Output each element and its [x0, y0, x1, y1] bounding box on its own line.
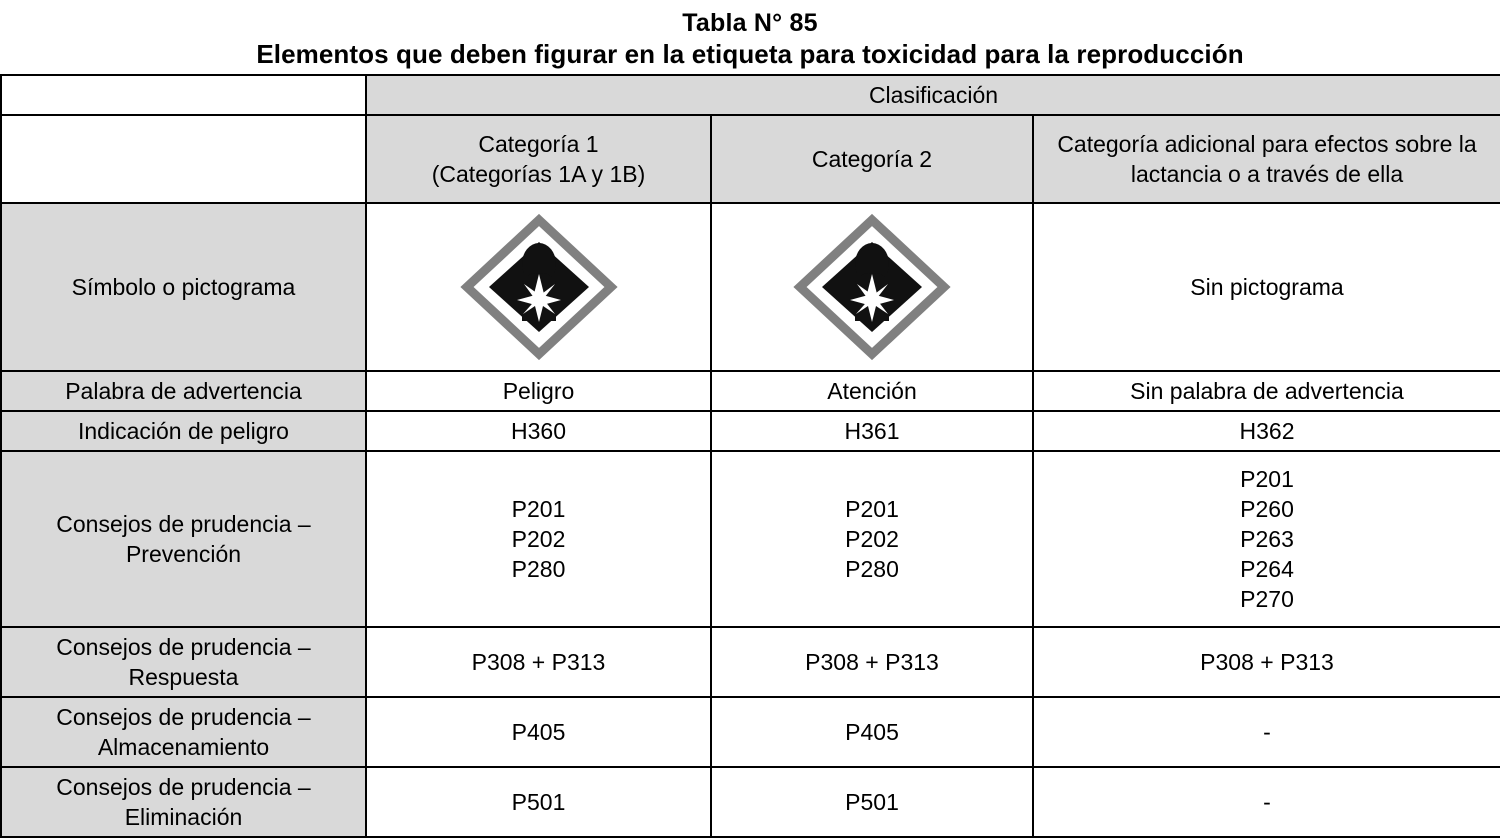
- label-elements-table: [0, 74, 1500, 838]
- cell-prevencion-cat1: [366, 451, 711, 627]
- row-header-prevencion-line2: Prevención: [125, 541, 242, 567]
- cell-prevencion-adicional: [1033, 451, 1500, 627]
- row-header-respuesta-line1: Consejos de prudencia –: [56, 634, 311, 660]
- ghs-health-hazard-icon: [718, 212, 1026, 362]
- row-header-eliminacion-line2: Eliminación: [124, 804, 243, 830]
- list-item: P264: [1240, 556, 1294, 582]
- table-header-row-columns: [1, 115, 1500, 203]
- list-item: P263: [1240, 526, 1294, 552]
- corner-blank-cell-2: [1, 115, 366, 203]
- list-item: P202: [845, 526, 899, 552]
- list-item: P201: [845, 496, 899, 522]
- ghs-health-hazard-icon: [373, 212, 704, 362]
- table-title-text: Elementos que deben figurar en la etiqueta para toxicidad para la reproducción: [256, 39, 1244, 69]
- table-row: [1, 451, 1500, 627]
- cell-pictogram-cat2: [711, 203, 1033, 371]
- cell-palabra-cat2: Atención: [711, 371, 1033, 411]
- row-header-almacenamiento: [1, 697, 366, 767]
- cell-indicacion-cat2: H361: [711, 411, 1033, 451]
- column-header-categoria-adicional: Categoría adicional para efectos sobre la lactancia o a través de ella: [1033, 115, 1500, 203]
- row-header-palabra-de-advertencia: Palabra de advertencia: [1, 371, 366, 411]
- column-header-categoria-1-line2: (Categorías 1A y 1B): [431, 161, 646, 187]
- column-header-categoria-1: [366, 115, 711, 203]
- row-header-almacenamiento-line2: Almacenamiento: [97, 734, 270, 760]
- list-item: P270: [1240, 586, 1294, 612]
- row-header-indicacion-de-peligro: Indicación de peligro: [1, 411, 366, 451]
- cell-palabra-adicional: Sin palabra de advertencia: [1033, 371, 1500, 411]
- table-row: [1, 203, 1500, 371]
- cell-palabra-cat1: Peligro: [366, 371, 711, 411]
- list-item: P201: [511, 496, 566, 522]
- cell-almacenamiento-cat1: P405: [366, 697, 711, 767]
- row-header-respuesta-line2: Respuesta: [128, 664, 239, 690]
- cell-almacenamiento-cat2: P405: [711, 697, 1033, 767]
- column-header-categoria-1-line1: Categoría 1: [478, 131, 599, 157]
- row-header-eliminacion-line1: Consejos de prudencia –: [56, 774, 311, 800]
- table-title: [0, 0, 1500, 70]
- table-row: [1, 627, 1500, 697]
- cell-eliminacion-cat1: P501: [366, 767, 711, 837]
- table-row: [1, 411, 1500, 451]
- table-row: [1, 697, 1500, 767]
- list-item: P280: [511, 556, 566, 582]
- cell-pictogram-adicional: Sin pictograma: [1033, 203, 1500, 371]
- cell-pictogram-cat1: [366, 203, 711, 371]
- row-header-simbolo-o-pictograma: Símbolo o pictograma: [1, 203, 366, 371]
- cell-prevencion-cat2: [711, 451, 1033, 627]
- column-group-header-clasificacion: Clasificación: [366, 75, 1500, 115]
- row-header-respuesta: [1, 627, 366, 697]
- row-header-eliminacion: [1, 767, 366, 837]
- cell-respuesta-cat2: P308 + P313: [711, 627, 1033, 697]
- list-item: P260: [1240, 496, 1294, 522]
- table-row: [1, 767, 1500, 837]
- cell-indicacion-adicional: H362: [1033, 411, 1500, 451]
- column-header-categoria-2: Categoría 2: [711, 115, 1033, 203]
- corner-blank-cell: [1, 75, 366, 115]
- cell-respuesta-adicional: P308 + P313: [1033, 627, 1500, 697]
- table-header-row-group: [1, 75, 1500, 115]
- cell-respuesta-cat1: P308 + P313: [366, 627, 711, 697]
- list-item: P280: [845, 556, 899, 582]
- row-header-almacenamiento-line1: Consejos de prudencia –: [56, 704, 311, 730]
- table-title-number: Tabla N° 85: [682, 9, 818, 37]
- list-item: P201: [1240, 466, 1294, 492]
- row-header-prevencion: [1, 451, 366, 627]
- cell-indicacion-cat1: H360: [366, 411, 711, 451]
- row-header-prevencion-line1: Consejos de prudencia –: [56, 511, 311, 537]
- table-row: [1, 371, 1500, 411]
- cell-eliminacion-cat2: P501: [711, 767, 1033, 837]
- cell-almacenamiento-adicional: -: [1033, 697, 1500, 767]
- cell-eliminacion-adicional: -: [1033, 767, 1500, 837]
- list-item: P202: [511, 526, 566, 552]
